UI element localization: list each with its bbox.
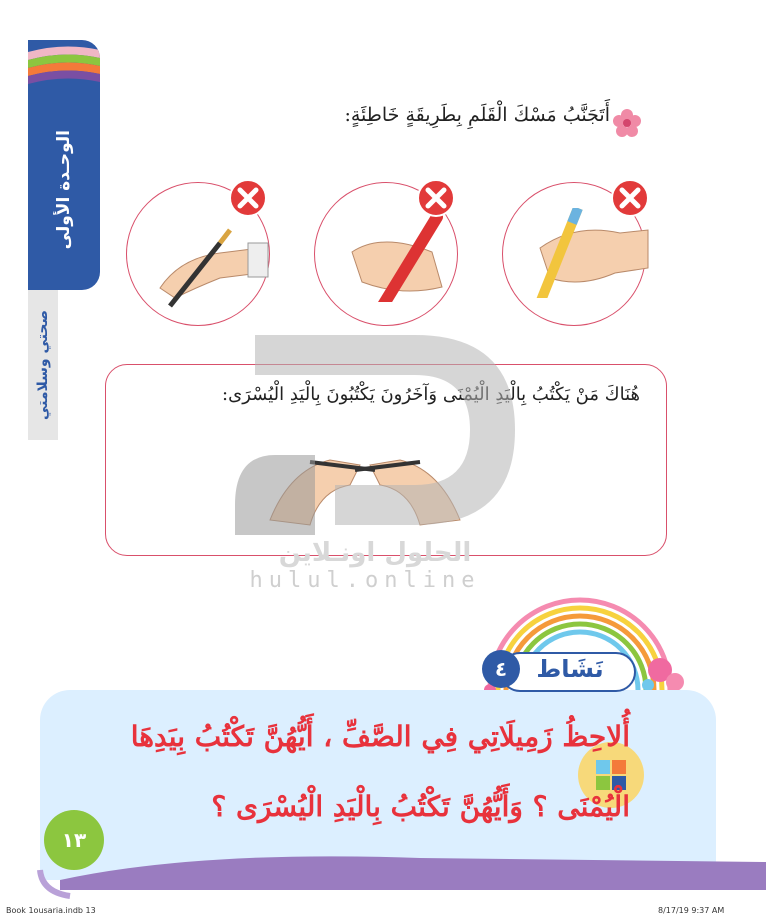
footer-decoration-bar — [0, 840, 766, 910]
activity-text-line-1: أُلاحِظُ زَمِيلَاتِي فِي الصَّفِّ ، أَيُّهُنَّ تَكْتُبُ بِيَدِهَا — [130, 720, 630, 753]
activity-text-line-2: الْيُمْنَى ؟ وَأَيُّهُنَّ تَكْتُبُ بِالْيَدِ الْيُسْرَى ؟ — [211, 790, 630, 823]
hand-wrong-grip-2-image — [322, 212, 452, 302]
x-mark-icon — [416, 178, 456, 218]
theme-title: صحتي وسلامتي — [35, 309, 51, 421]
unit-title: الوحـدة الأولى — [54, 130, 74, 250]
side-tab-stripes — [28, 40, 100, 100]
x-mark-icon — [610, 178, 650, 218]
theme-tab — [28, 290, 58, 440]
watermark-arabic-text: الحلول اونـلاين — [278, 538, 472, 568]
print-date-info: 8/17/19 9:37 AM — [658, 906, 725, 915]
hand-wrong-grip-1-image — [140, 218, 270, 308]
activity-label: نَشَاط — [536, 655, 604, 683]
hand-wrong-grip-3-image — [520, 208, 650, 298]
watermark-english-text: hulul.online — [249, 568, 481, 593]
puzzle-icon — [592, 756, 630, 794]
x-mark-icon — [228, 178, 268, 218]
page-number: ١٣ — [44, 810, 104, 870]
section-heading: أَتَجَنَّبُ مَسْكَ الْقَلَمِ بِطَرِيقَةٍ خَاطِئَةٍ: — [344, 104, 610, 126]
unit-side-tab — [28, 40, 100, 290]
activity-number: ٤ — [482, 650, 520, 688]
flower-icon — [612, 108, 642, 138]
info-box-text: هُنَاكَ مَنْ يَكْتُبُ بِالْيَدِ الْيُمْنَى وَآخَرُونَ يَكْتُبُونَ بِالْيَدِ الْيُسْرَى: — [222, 384, 640, 405]
print-file-info: Book 1ousaria.indb 13 — [6, 906, 96, 915]
